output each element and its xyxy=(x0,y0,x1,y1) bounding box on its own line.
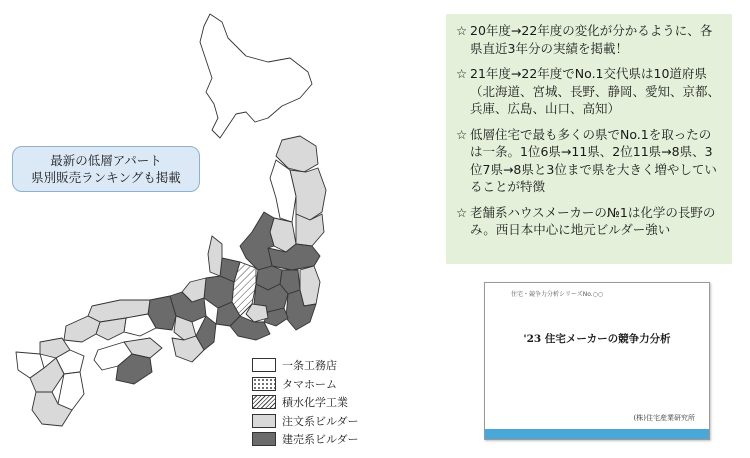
region-iwate xyxy=(290,168,326,220)
ranking-callout xyxy=(12,146,200,192)
legend-swatch xyxy=(252,358,276,372)
highlight-text: 21年度→22年度でNo.1交代県は10道府県（北海道、宮城、長野、静岡、愛知、京都、兵庫、広島、山口、高知） xyxy=(470,66,721,116)
cover-publisher: (株)住宅産業研究所 xyxy=(633,414,695,422)
callout-line-1: 最新の低層アパート xyxy=(50,153,162,168)
legend-swatch xyxy=(252,432,276,446)
highlight-note xyxy=(456,126,722,196)
highlight-text: 老舗系ハウスメーカーの№1は化学の長野のみ。西日本中心に地元ビルダー強い xyxy=(470,204,716,237)
cover-accent-bar xyxy=(485,429,709,439)
legend-item-sekisui xyxy=(252,393,412,411)
legend-label: 注文系ビルダー xyxy=(282,414,359,428)
highlight-text: 低層住宅で最も多くの県でNo.1を取ったのは一条。1位6県→11県、2位11県→8県、3位7県→8県と3位まで県を大きく増やしていることが特徴 xyxy=(470,126,717,194)
highlight-note xyxy=(456,65,722,118)
highlight-note xyxy=(456,22,722,57)
region-ishikawa xyxy=(208,236,222,276)
report-cover xyxy=(484,282,710,440)
legend-item-tamahome xyxy=(252,375,412,393)
legend-swatch xyxy=(252,414,276,428)
legend-item-ichijo xyxy=(252,356,412,374)
legend-swatch xyxy=(252,395,276,409)
highlight-text: 20年度→22年度の変化が分かるように、各県直近3年分の実績を掲載！ xyxy=(470,23,713,56)
star-icon: ☆ xyxy=(456,23,468,38)
region-yamaguchi xyxy=(64,316,100,342)
region-ibaraki xyxy=(300,266,320,306)
callout-line-2: 県別販売ランキングも掲載 xyxy=(31,170,181,185)
region-niigata xyxy=(240,212,274,270)
legend-label: 建売系ビルダー xyxy=(282,433,359,446)
star-icon: ☆ xyxy=(456,126,468,142)
legend-label: 積水化学工業 xyxy=(282,396,348,409)
legend-item-custom-builder xyxy=(252,412,412,430)
legend-label: 一条工務店 xyxy=(282,359,337,372)
cover-title: '23 住宅メーカーの競争力分析 xyxy=(523,333,671,345)
map-legend xyxy=(252,356,412,449)
highlights-panel xyxy=(446,14,732,264)
cover-series: 住宅・競争力分析シリーズNo.○○ xyxy=(511,291,604,298)
region-hokkaido xyxy=(200,14,312,138)
highlight-note xyxy=(456,204,722,239)
star-icon: ☆ xyxy=(456,204,468,220)
legend-item-spec-builder xyxy=(252,430,412,448)
legend-label: タマホーム xyxy=(282,377,337,391)
star-icon: ☆ xyxy=(456,66,468,81)
legend-swatch xyxy=(252,377,276,391)
